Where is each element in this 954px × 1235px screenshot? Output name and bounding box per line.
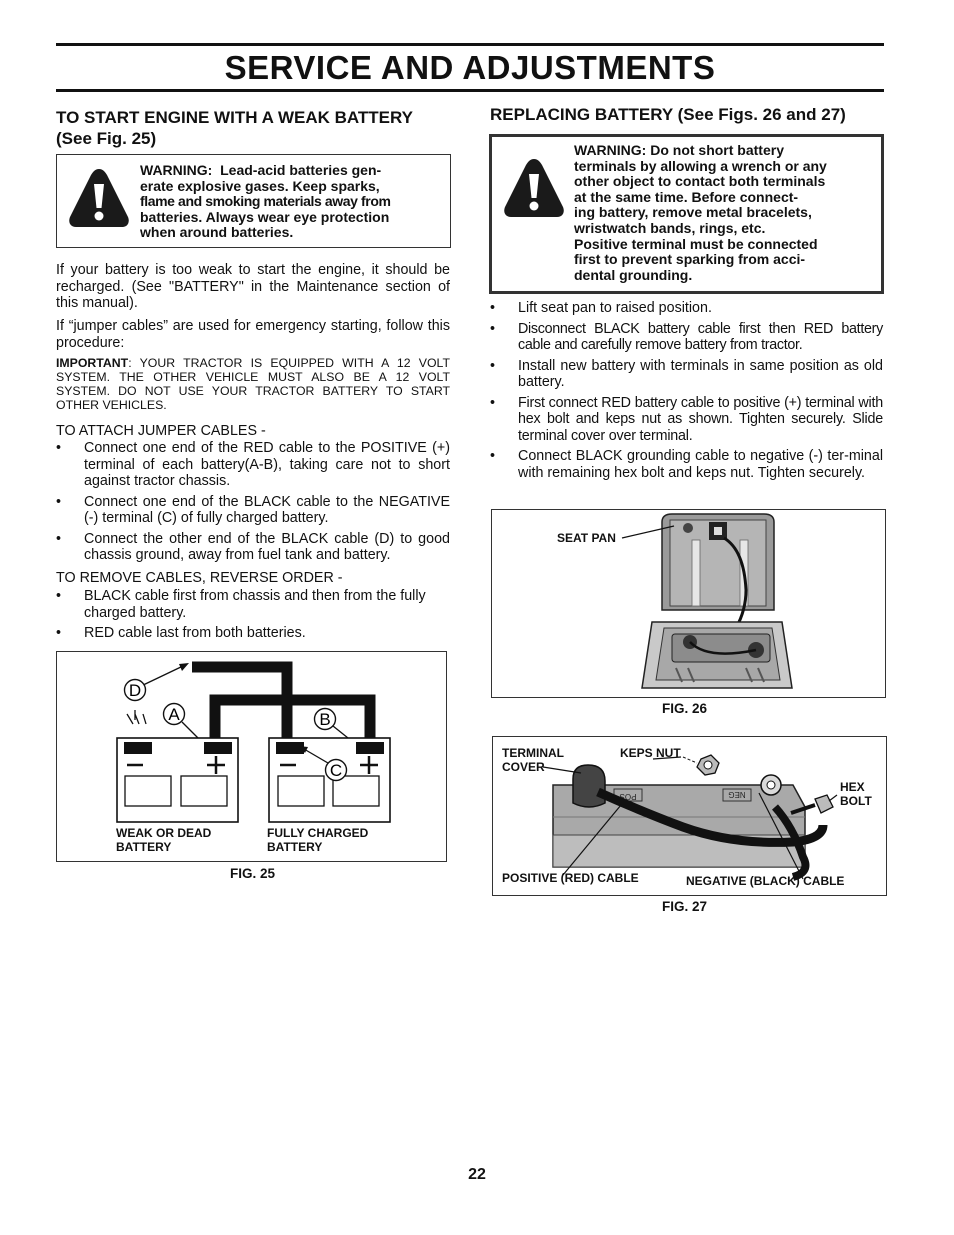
neg-marking: NEG <box>728 790 746 799</box>
remove-list <box>56 588 450 646</box>
warning-text: WARNING: Lead-acid batteries gen- erate explosive gases. Keep sparks, flame and smoking materials away from batteries. Always wear eye protection when around batteries. <box>140 162 391 241</box>
label-a: A <box>168 705 180 724</box>
list-item: • BLACK cable first from chassis and then from the fully charged battery. <box>56 588 426 621</box>
warning-text: WARNING: Do not short battery terminals by allowing a wrench or any other object to contact both terminals at the same time. Before connect- ing battery, remove metal bracelets, wristwatch bands, rings, etc. Positive terminal must be connected first to prevent sparking from acci- dental grounding. <box>574 142 827 283</box>
label-hex-bolt: HEX BOLT <box>840 780 872 808</box>
label-seat-pan: SEAT PAN <box>557 531 616 545</box>
warning-label: WARNING <box>140 162 208 178</box>
seat-pan-illustration <box>492 510 884 696</box>
warning-box-explosive-gases <box>56 154 451 248</box>
list-item: • Connect the other end of the BLACK cable (D) to good chassis ground, away from fuel tank and battery. <box>56 530 450 563</box>
label-d: D <box>128 681 142 700</box>
important-label: IMPORTANT <box>56 356 129 370</box>
label-b: B <box>319 710 331 729</box>
figure-26-seat-pan <box>491 509 886 698</box>
heading-line-1: TO START ENGINE WITH A WEAK BATTERY <box>56 108 413 127</box>
list-item: • Disconnect BLACK battery cable first then RED battery cable and carefully remove battery from tractor. <box>490 320 883 353</box>
label-positive-cable: POSITIVE (RED) CABLE <box>502 871 639 885</box>
list-item: • Lift seat pan to raised position. <box>490 300 712 316</box>
label-charged-battery: FULLY CHARGED BATTERY <box>267 826 369 854</box>
warning-triangle-icon <box>502 157 566 219</box>
header-rule-bottom <box>56 89 884 92</box>
figure-27-caption: FIG. 27 <box>662 899 708 914</box>
remove-heading: TO REMOVE CABLES, REVERSE ORDER - <box>56 570 343 586</box>
label-negative-cable: NEGATIVE (BLACK) CABLE <box>686 874 845 888</box>
paragraph-jumper-cables: If “jumper cables” are used for emergency starting, follow this procedure: <box>56 318 450 351</box>
replace-battery-list <box>490 300 883 485</box>
label-keps-nut: KEPS NUT <box>620 746 681 760</box>
figure-27-battery-terminals <box>492 736 887 896</box>
list-item: • First connect RED battery cable to positive (+) terminal with hex bolt and keps nut as shown. Tighten securely. Slide terminal cover over terminal. <box>490 394 883 444</box>
section-heading-replacing-battery: REPLACING BATTERY (See Figs. 26 and 27) <box>490 105 846 124</box>
attach-heading: TO ATTACH JUMPER CABLES - <box>56 423 266 439</box>
figure-25-caption: FIG. 25 <box>230 866 276 881</box>
pos-marking: POS <box>619 792 637 801</box>
list-item: • Connect one end of the RED cable to the POSITIVE (+) terminal of each battery(A-B), taking care not to short against tractor chassis. <box>56 440 450 489</box>
attach-list <box>56 440 450 568</box>
page-title: SERVICE AND ADJUSTMENTS <box>224 49 716 86</box>
page-number: 22 <box>468 1166 486 1183</box>
label-weak-battery: WEAK OR DEAD BATTERY <box>116 826 212 854</box>
figure-25-jumper-diagram <box>56 651 447 862</box>
warning-triangle-icon <box>67 167 131 229</box>
section-heading-weak-battery <box>56 107 456 149</box>
label-terminal-cover: TERMINAL COVER <box>502 746 564 774</box>
list-item: • Install new battery with terminals in same position as old battery. <box>490 357 883 390</box>
heading-line-2: (See Fig. 25) <box>56 129 157 148</box>
label-c: C <box>329 761 343 780</box>
header-rule-top <box>56 43 884 46</box>
list-item: • RED cable last from both batteries. <box>56 625 306 641</box>
paragraph-recharge: If your battery is too weak to start the engine, it should be recharged. (See "BATTERY" in the Maintenance section of this manual). <box>56 262 450 311</box>
important-notice: IMPORTANT: YOUR TRACTOR IS EQUIPPED WITH A 12 VOLT SYSTEM. THE OTHER VEHICLE MUST ALSO BE A 12 VOLT SYSTEM. DO NOT USE YOUR TRACTOR BATTERY TO START OTHER VEHICLES. <box>56 356 450 412</box>
figure-26-caption: FIG. 26 <box>662 701 708 716</box>
list-item: • Connect BLACK grounding cable to negative (-) ter-minal with remaining hex bolt and keps nut. Tighten securely. <box>490 448 883 481</box>
list-item: • Connect one end of the BLACK cable to the NEGATIVE (-) terminal (C) of fully charged battery. <box>56 493 450 526</box>
warning-box-short-terminals <box>489 134 884 294</box>
